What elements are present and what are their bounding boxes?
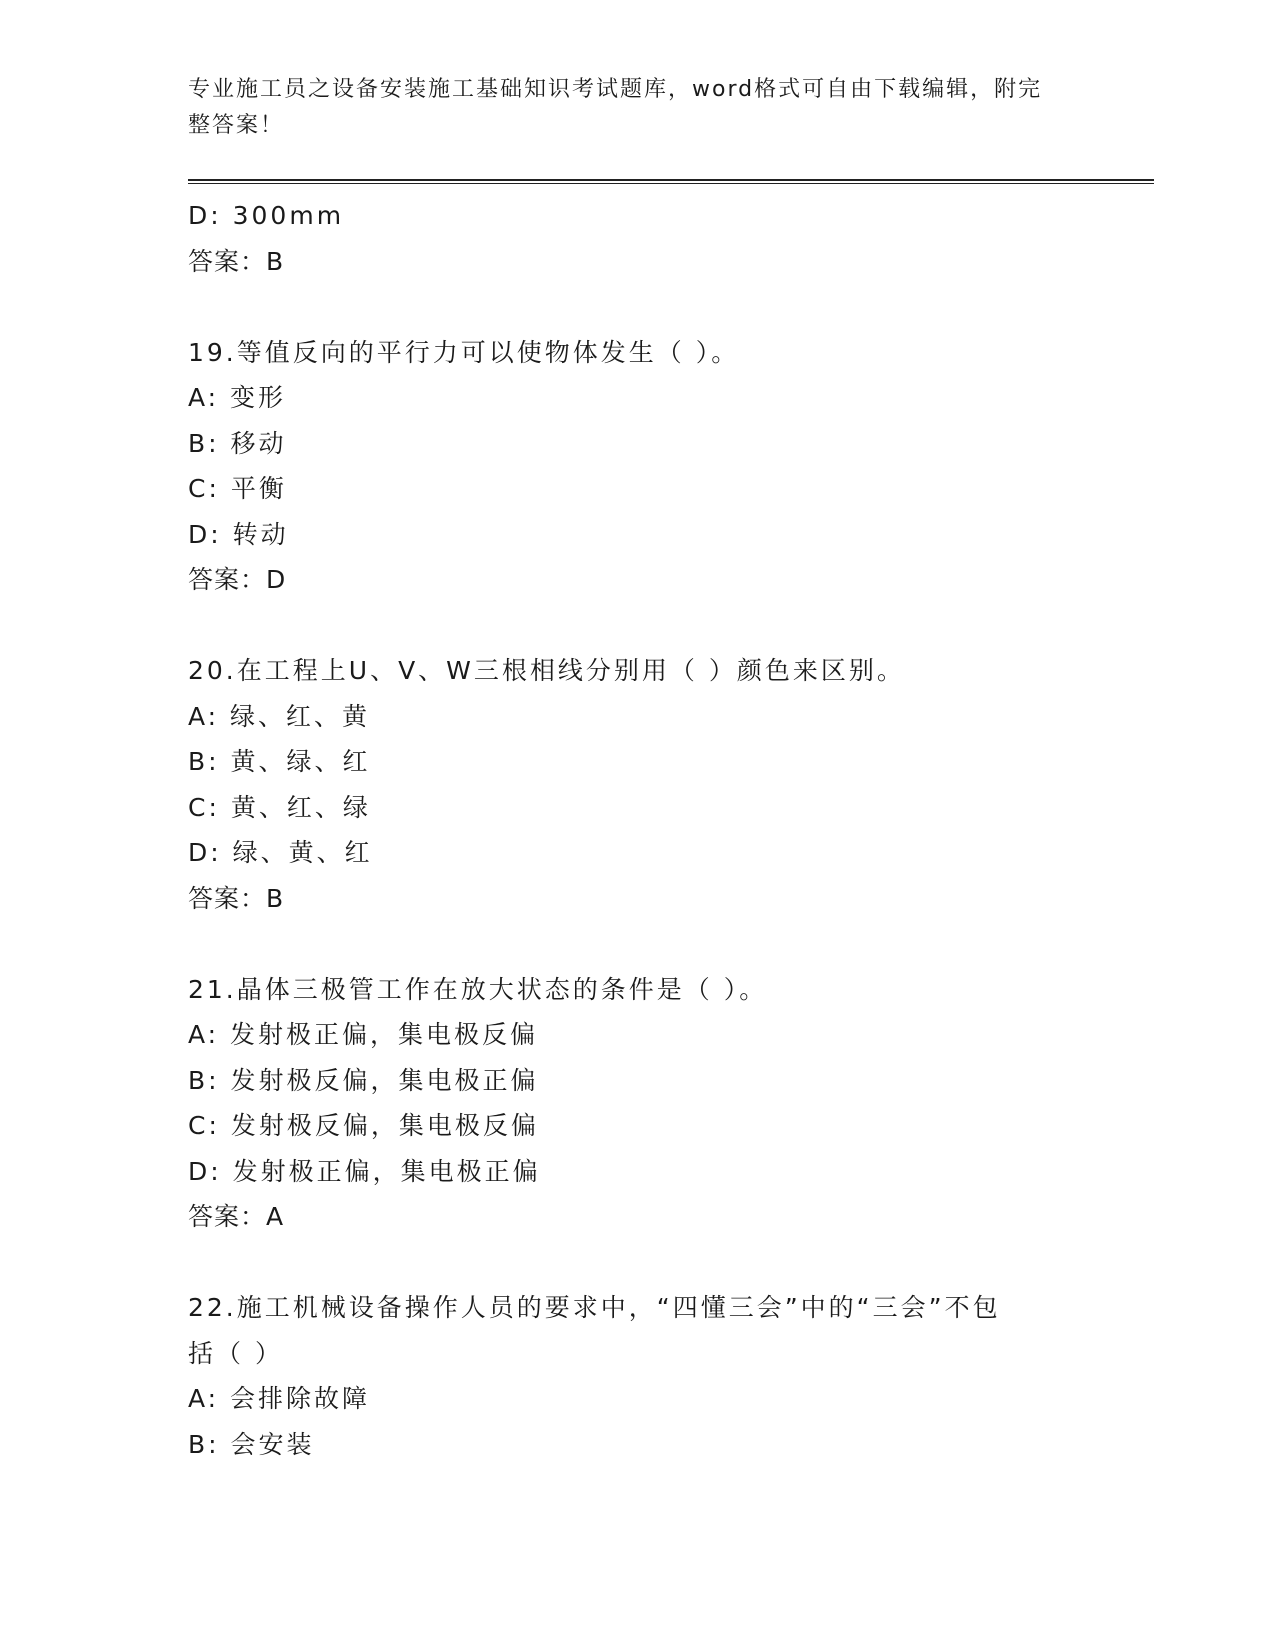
question-list [188,193,1154,1467]
question-text: 施工机械设备操作人员的要求中，“四懂三会”中的“三会”不包 [236,1293,1001,1322]
question-text: 等值反向的平行力可以使物体发生（ ）。 [236,337,740,367]
option-text: 黄、绿、红 [230,747,371,776]
answer-value: A [266,1202,285,1231]
answer-line-q20 [188,876,1154,922]
option-key: C: [188,1111,220,1140]
spacer [188,921,1154,967]
header-line-2: 整答案！ [188,113,285,138]
option-b [188,1422,1154,1468]
option-key: A: [188,701,220,731]
option-key: A: [188,1020,220,1049]
option-text: 平衡 [230,474,287,503]
question-number: 19. [188,337,237,367]
option-c [188,466,1154,512]
question-stem-21 [188,967,1154,1013]
answer-value: D [266,565,287,594]
answer-line-q18 [188,239,1154,285]
spacer [188,1240,1154,1286]
header-divider [188,179,1154,184]
answer-label: 答案： [188,565,267,594]
question-text: 晶体三极管工作在放大状态的条件是（ ）。 [236,974,768,1004]
option-key: B: [188,747,220,776]
question-text: 在工程上U、V、W三根相线分别用（ ）颜色来区别。 [236,656,905,685]
option-d [188,512,1154,558]
question-number: 20. [188,656,237,685]
answer-line-q21 [188,1194,1154,1240]
option-key: B: [188,1065,220,1095]
option-key: C: [188,474,220,503]
option-a [188,1012,1154,1058]
option-text: 发射极正偏，集电极反偏 [230,1020,539,1049]
option-key: D: [188,838,222,867]
question-stem-22-continued: 括（ ） [188,1338,283,1368]
header-line-1: 专业施工员之设备安装施工基础知识考试题库，word格式可自由下载编辑，附完 [188,77,1043,102]
option-b [188,1058,1154,1104]
question-stem-19 [188,330,1154,376]
option-d-q18: D: 300mm [188,201,345,230]
option-d [188,830,1154,876]
option-text: 绿、黄、红 [232,838,373,867]
option-b [188,421,1154,467]
option-text: 黄、红、绿 [230,792,371,822]
option-key: D: [188,519,222,549]
option-text: 绿、红、黄 [230,701,371,731]
option-text: 转动 [232,519,289,549]
option-text: 发射极正偏，集电极正偏 [232,1156,541,1186]
option-c [188,785,1154,831]
option-a [188,375,1154,421]
option-a [188,694,1154,740]
option-text: 移动 [230,428,287,458]
option-key: D: [188,1156,222,1186]
option-text: 发射极反偏，集电极正偏 [230,1065,539,1095]
document-header [188,72,1068,144]
question-number: 22. [188,1293,237,1322]
option-text: 会安装 [230,1429,315,1459]
spacer [188,603,1154,649]
option-c [188,1103,1154,1149]
option-text: 会排除故障 [230,1384,371,1413]
question-stem-22 [188,1285,1154,1331]
option-key: B: [188,428,220,458]
answer-label: 答案： [188,1202,267,1231]
option-b [188,739,1154,785]
spacer [188,284,1154,330]
option-text: 发射极反偏，集电极反偏 [230,1111,539,1140]
answer-label: 答案： [188,883,267,913]
answer-value: B [266,883,285,913]
option-key: A: [188,1384,220,1413]
option-d [188,1149,1154,1195]
answer-line-q19 [188,557,1154,603]
option-a [188,1376,1154,1422]
option-key: B: [188,1429,220,1459]
answer-value: B [266,246,285,276]
option-key: A: [188,383,220,412]
question-stem-20 [188,648,1154,694]
option-key: C: [188,792,220,822]
answer-label: 答案： [188,246,267,276]
question-number: 21. [188,974,237,1004]
option-text: 变形 [230,383,287,412]
